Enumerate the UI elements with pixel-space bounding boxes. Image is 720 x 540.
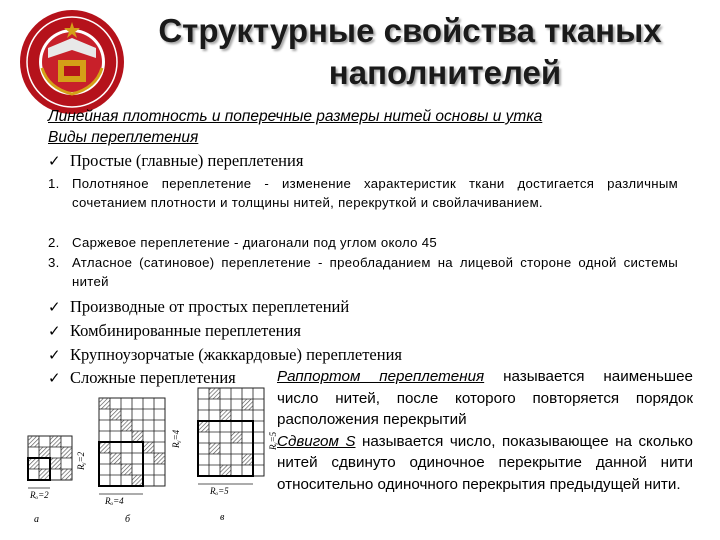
check-item-derived <box>48 296 349 318</box>
item-number: 2. <box>48 235 60 250</box>
check-item-label: Простые (главные) переплетения <box>70 151 304 170</box>
checkmark-icon: ✓ <box>48 152 61 170</box>
check-item-jacquard <box>48 344 402 366</box>
check-item-combined <box>48 320 301 342</box>
item-number: 3. <box>48 255 60 270</box>
definitions-block <box>277 366 693 495</box>
numbered-item-3 <box>48 254 678 291</box>
checkmark-icon: ✓ <box>48 322 61 340</box>
subtitle-weave-types: Виды переплетения <box>48 129 199 146</box>
diagram-satin-weave <box>198 388 278 523</box>
checkmark-icon: ✓ <box>48 369 61 387</box>
label-c-bottom: Rₒ=5 <box>210 486 229 496</box>
check-item-label: Сложные переплетения <box>70 368 236 387</box>
university-logo <box>18 8 126 116</box>
label-a-side: Rᵧ=2 <box>76 451 86 470</box>
check-item-label: Крупноузорчатые (жаккардовые) переплетения <box>70 345 402 364</box>
page-title <box>120 10 700 94</box>
shift-rest: называется число, показывающее на сколько нитей сдвинуто одиночное перекрытие данной нити относительно одиночного перекрытия предыдущей нити. <box>277 432 694 493</box>
label-b-bottom: Rₒ=4 <box>105 496 124 506</box>
item-text: Саржевое переплетение - диагонали под углом около 45 <box>72 235 438 250</box>
label-a-bottom: Rₒ=2 <box>30 490 49 500</box>
numbered-item-1 <box>48 175 678 212</box>
numbered-item-2 <box>48 234 678 253</box>
check-item-simple-weaves <box>48 150 303 172</box>
check-item-label: Комбинированные переплетения <box>70 321 301 340</box>
diagram-twill-weave <box>99 398 181 525</box>
shift-term: Сдвигом S <box>277 432 356 450</box>
item-text: Атласное (сатиновое) переплетение - преобладанием на лицевой стороне одной системы нитей <box>72 255 678 289</box>
label-a-letter: а <box>34 514 39 525</box>
title-line-1: Структурные свойства тканых <box>158 12 662 49</box>
checkmark-icon: ✓ <box>48 298 61 316</box>
label-c-letter: в <box>220 512 225 523</box>
weave-diagrams <box>26 378 281 528</box>
rapport-term: Раппортом переплетения <box>277 368 485 385</box>
label-b-letter: б <box>125 514 131 525</box>
label-c-side: Rᵧ=5 <box>268 431 278 450</box>
item-number: 1. <box>48 176 60 191</box>
checkmark-icon: ✓ <box>48 346 61 364</box>
rapport-definition <box>277 366 693 431</box>
subtitle-linear-density: Линейная плотность и поперечные размеры нитей основы и утка <box>48 108 543 125</box>
label-b-side: Rᵧ=4 <box>171 429 181 448</box>
check-item-label: Производные от простых переплетений <box>70 297 350 316</box>
shift-definition <box>277 431 693 496</box>
rapport-rest: называется наименьшее число нитей, после которого повторяется порядок расположения перекрытий <box>277 368 693 428</box>
item-text: Полотняное переплетение - изменение характеристик ткани достигается различным сочетанием плотности и толщины нитей, перекруткой и свойлачиванием. <box>72 176 678 210</box>
title-line-2: наполнителей <box>328 54 562 91</box>
diagram-plain-weave <box>28 436 86 525</box>
